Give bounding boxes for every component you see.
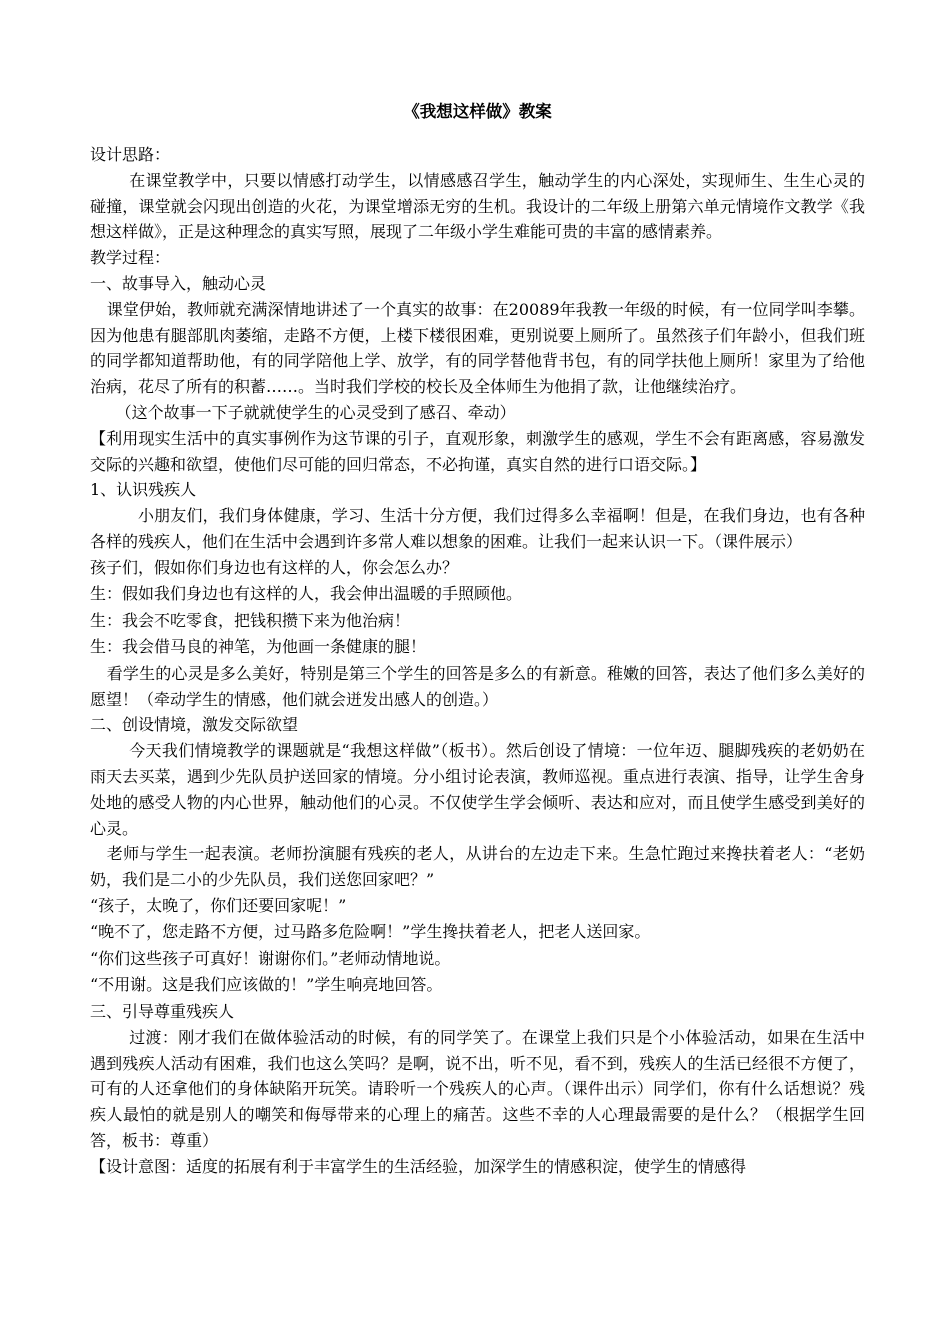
section-1-design-note: 【利用现实生活中的真实事例作为这节课的引子，直观形象，刺激学生的感观，学生不会有距离感，容易激发交际的兴趣和欲望，使他们尽可能的回归常态，不必拘谨，真实自然的进行口语交际。】 bbox=[90, 428, 865, 474]
document-title: 《我想这样做》教案 bbox=[403, 102, 552, 121]
section-3-heading: 三、引导尊重残疾人 bbox=[90, 1001, 235, 1021]
subsection-1-summary: 看学生的心灵是多么美好，特别是第三个学生的回答是多么的有新意。稚嫩的回答，表达了他们多么美好的愿望！（牵动学生的情感，他们就会迸发出感人的创造。） bbox=[90, 663, 865, 709]
design-paragraph: 在课堂教学中，只要以情感打动学生，以情感感召学生，触动学生的内心深处，实现师生、生生心灵的碰撞，课堂就会闪现出创造的火花，为课堂增添无穷的生机。我设计的二年级上册第六单元情境作文教学《我想这样做》，正是这种理念的真实写照，展现了二年级小学生难能可贵的丰富的感情素养。 bbox=[90, 170, 865, 242]
teacher-question: 孩子们，假如你们身边也有这样的人，你会怎么办？ bbox=[90, 557, 459, 577]
subsection-1-heading: 1、认识残疾人 bbox=[90, 480, 197, 500]
section-3-design-note: 【设计意图：适度的拓展有利于丰富学生的生活经验，加深学生的情感积淀，使学生的情感得 bbox=[90, 1156, 747, 1176]
document-page bbox=[90, 98, 865, 1180]
section-1-remark: （这个故事一下子就就使学生的心灵受到了感召、牵动） bbox=[115, 402, 516, 422]
student-answer-3: 生：我会借马良的神笔，为他画一条健康的腿！ bbox=[90, 637, 427, 657]
student-answer-1: 生：假如我们身边也有这样的人，我会伸出温暖的手照顾他。 bbox=[90, 584, 523, 604]
student-answer-2: 生：我会不吃零食，把钱积攒下来为他治病！ bbox=[90, 610, 411, 630]
dialogue-line-2: “晚不了，您走路不方便，过马路多危险啊！”学生搀扶着老人，把老人送回家。 bbox=[90, 922, 651, 942]
section-1-story: 课堂伊始，教师就充满深情地讲述了一个真实的故事：在20089年我教一年级的时候，有一位同学叫李攀。因为他患有腿部肌肉萎缩，走路不方便，上楼下楼很困难，更别说要上厕所了。虽然孩子们年龄小，但我们班的同学都知道帮助他，有的同学陪他上学、放学，有的同学替他背书包，有的同学扶他上厕所！家里为了给他治病，花尽了所有的积蓄……。当时我们学校的校长及全体师生为他捐了款，让他继续治疗。 bbox=[90, 299, 865, 397]
section-2-heading: 二、创设情境，激发交际欲望 bbox=[90, 715, 299, 735]
design-heading: 设计思路： bbox=[90, 145, 171, 164]
section-1-heading: 一、故事导入，触动心灵 bbox=[90, 273, 267, 293]
dialogue-line-3: “你们这些孩子可真好！谢谢你们。”老师动情地说。 bbox=[90, 948, 451, 968]
dialogue-line-4: “不用谢。这是我们应该做的！”学生响亮地回答。 bbox=[90, 975, 443, 995]
process-heading: 教学过程： bbox=[90, 248, 171, 268]
section-2-performance: 老师与学生一起表演。老师扮演腿有残疾的老人，从讲台的左边走下来。生急忙跑过来搀扶着老人：“老奶奶，我们是二小的少先队员，我们送您回家吧？” bbox=[90, 844, 865, 890]
dialogue-line-1: “孩子，太晚了，你们还要回家呢！” bbox=[90, 895, 347, 915]
section-2-scenario: 今天我们情境教学的课题就是“我想这样做”（板书）。然后创设了情境：一位年迈、腿脚残疾的老奶奶在雨天去买菜，遇到少先队员护送回家的情境。分小组讨论表演，教师巡视。重点进行表演、指导，让学生舍身处地的感受人物的内心世界，触动他们的心灵。不仅使学生学会倾听、表达和应对，而且使学生感受到美好的心灵。 bbox=[90, 741, 865, 838]
section-3-paragraph: 过渡：刚才我们在做体验活动的时候，有的同学笑了。在课堂上我们只是个小体验活动，如果在生活中遇到残疾人活动有困难，我们也这么笑吗？是啊，说不出，听不见，看不到，残疾人的生活已经很不方便了，可有的人还拿他们的身体缺陷开玩笑。请聆听一个残疾人的心声。（课件出示）同学们，你有什么话想说？残疾人最怕的就是别人的嘲笑和侮辱带来的心理上的痛苦。这些不幸的人心理最需要的是什么？（根据学生回答，板书：尊重） bbox=[90, 1027, 865, 1150]
subsection-1-intro: 小朋友们，我们身体健康，学习、生活十分方便，我们过得多么幸福啊！但是，在我们身边，也有各种各样的残疾人，他们在生活中会遇到许多常人难以想象的困难。让我们一起来认识一下。（课件展示） bbox=[90, 506, 865, 551]
